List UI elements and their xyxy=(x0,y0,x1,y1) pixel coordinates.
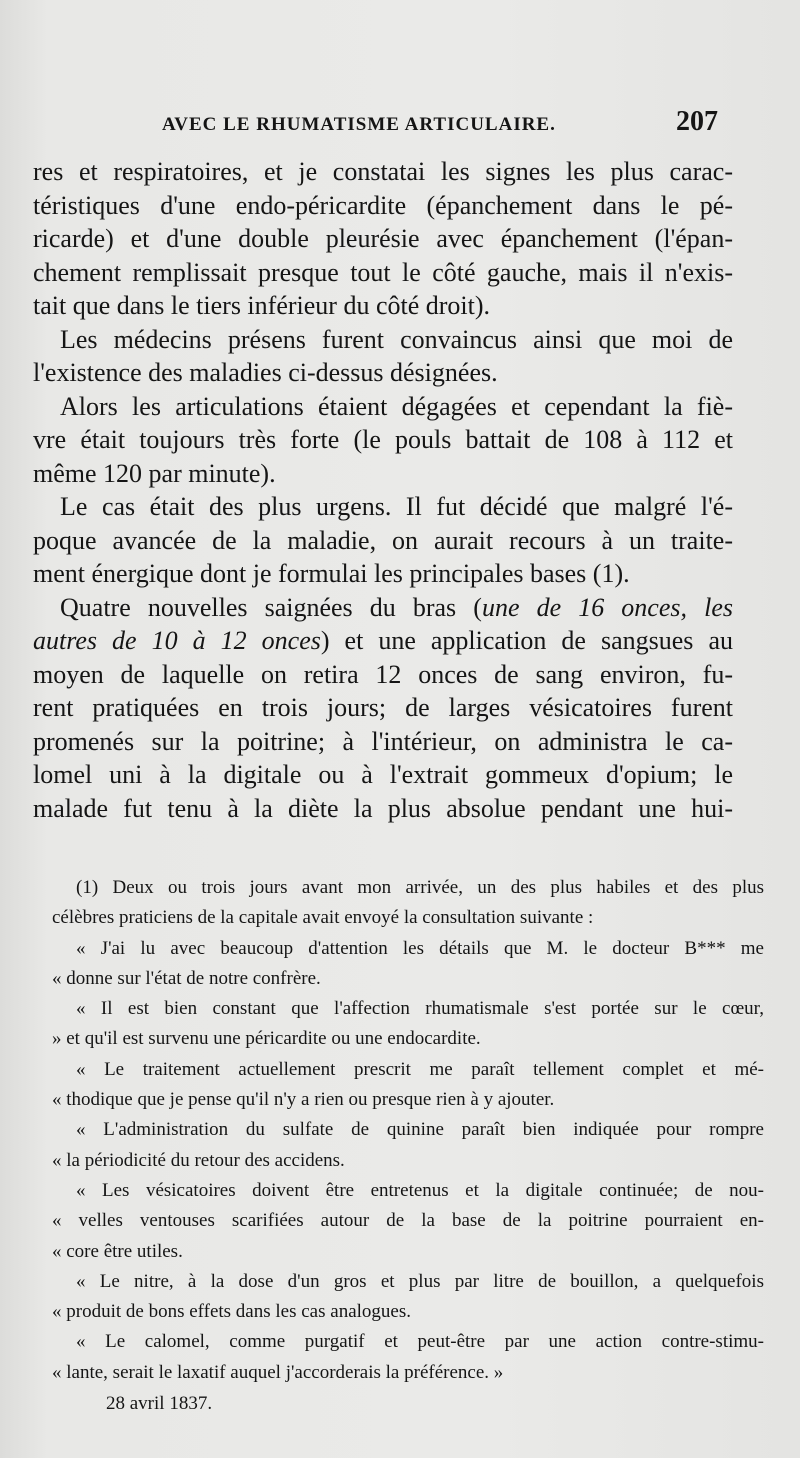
text-line: téristiques d'une endo-péricardite (épanchement dans le pé- xyxy=(33,190,733,220)
footnote-line: « Il est bien constant que l'affection rhumatismale s'est portée sur le cœur, xyxy=(76,998,764,1020)
footnote-line: » et qu'il est survenu une péricardite ou une endocardite. xyxy=(52,1028,481,1050)
italic-segment: une de 16 onces, les xyxy=(481,592,733,622)
italic-segment: autres de 10 à 12 onces xyxy=(33,626,321,655)
footnote-line: « lante, serait le laxatif auquel j'accorderais la préférence. » xyxy=(52,1361,504,1383)
text-line: vre était toujours très forte (le pouls battait de 108 à 112 et xyxy=(33,425,733,454)
footnote xyxy=(52,873,764,1388)
footnote-line: « L'administration du sulfate de quinine paraît bien indiquée pour rompre xyxy=(76,1119,764,1141)
main-text xyxy=(33,155,733,825)
text-line: malade fut tenu à la diète la plus absolue pendant une hui- xyxy=(33,793,733,823)
text-line: même 120 par minute). xyxy=(33,458,276,488)
text-line: chement remplissait presque tout le côté gauche, mais il n'exis- xyxy=(33,257,733,287)
text-line: Les médecins présens furent convaincus ainsi que moi de xyxy=(60,324,733,354)
footnote-line: « Les vésicatoires doivent être entretenus et la digitale continuée; de nou- xyxy=(76,1179,764,1201)
text-segment: ) et une application de sangsues au xyxy=(320,626,733,655)
text-line xyxy=(33,624,733,658)
running-head: AVEC LE RHUMATISME ARTICULAIRE. xyxy=(162,114,556,135)
text-line: poque avancée de la maladie, on aurait recours à un traite- xyxy=(33,525,733,555)
footnote-line: « Le calomel, comme purgatif et peut-être par une action contre-stimu- xyxy=(76,1331,764,1353)
text-line: promenés sur la poitrine; à l'intérieur, on administra le ca- xyxy=(33,726,733,756)
footnote-line: (1) Deux ou trois jours avant mon arrivée, un des plus habiles et des plus xyxy=(76,877,764,898)
text-line: moyen de laquelle on retira 12 onces de sang environ, fu- xyxy=(33,659,733,689)
text-line: ment énergique dont je formulai les principales bases (1). xyxy=(33,559,630,588)
footnote-line: « Le traitement actuellement prescrit me paraît tellement complet et mé- xyxy=(76,1058,764,1080)
footnote-line: « produit de bons effets dans les cas analogues. xyxy=(52,1301,411,1323)
text-line: lomel uni à la digitale ou à l'extrait gommeux d'opium; le xyxy=(33,760,733,789)
footnote-line: « core être utiles. xyxy=(52,1240,183,1262)
text-line: rent pratiquées en trois jours; de larges vésicatoires furent xyxy=(33,693,733,722)
text-line: l'existence des maladies ci-dessus désignées. xyxy=(33,358,498,387)
page-header xyxy=(0,102,800,142)
text-line xyxy=(33,591,733,625)
footnote-line: célèbres praticiens de la capitale avait envoyé la consultation suivante : xyxy=(52,907,594,929)
text-line: tait que dans le tiers inférieur du côté droit). xyxy=(33,291,491,320)
page-number: 207 xyxy=(676,106,718,137)
footnote-line: « J'ai lu avec beaucoup d'attention les détails que M. le docteur B*** me xyxy=(76,937,764,959)
text-line: ricarde) et d'une double pleurésie avec épanchement (l'épan- xyxy=(33,224,733,253)
footnote-line: « velles ventouses scarifiées autour de la base de la poitrine pourraient en- xyxy=(52,1210,764,1232)
footnote-date: 28 avril 1837. xyxy=(106,1393,213,1414)
footnote-line: « la périodicité du retour des accidens. xyxy=(52,1149,345,1171)
text-segment: Quatre nouvelles saignées du bras ( xyxy=(60,592,482,622)
text-line: res et respiratoires, et je constatai les signes les plus carac- xyxy=(33,157,733,186)
text-line: Alors les articulations étaient dégagées et cependant la fiè- xyxy=(60,391,733,421)
footnote-line: « donne sur l'état de notre confrère. xyxy=(52,967,321,989)
footnote-line: « Le nitre, à la dose d'un gros et plus par litre de bouillon, a quelquefois xyxy=(76,1270,764,1292)
footnote-line: « thodique que je pense qu'il n'y a rien ou presque rien à y ajouter. xyxy=(52,1089,555,1111)
text-line: Le cas était des plus urgens. Il fut décidé que malgré l'é- xyxy=(60,492,733,521)
